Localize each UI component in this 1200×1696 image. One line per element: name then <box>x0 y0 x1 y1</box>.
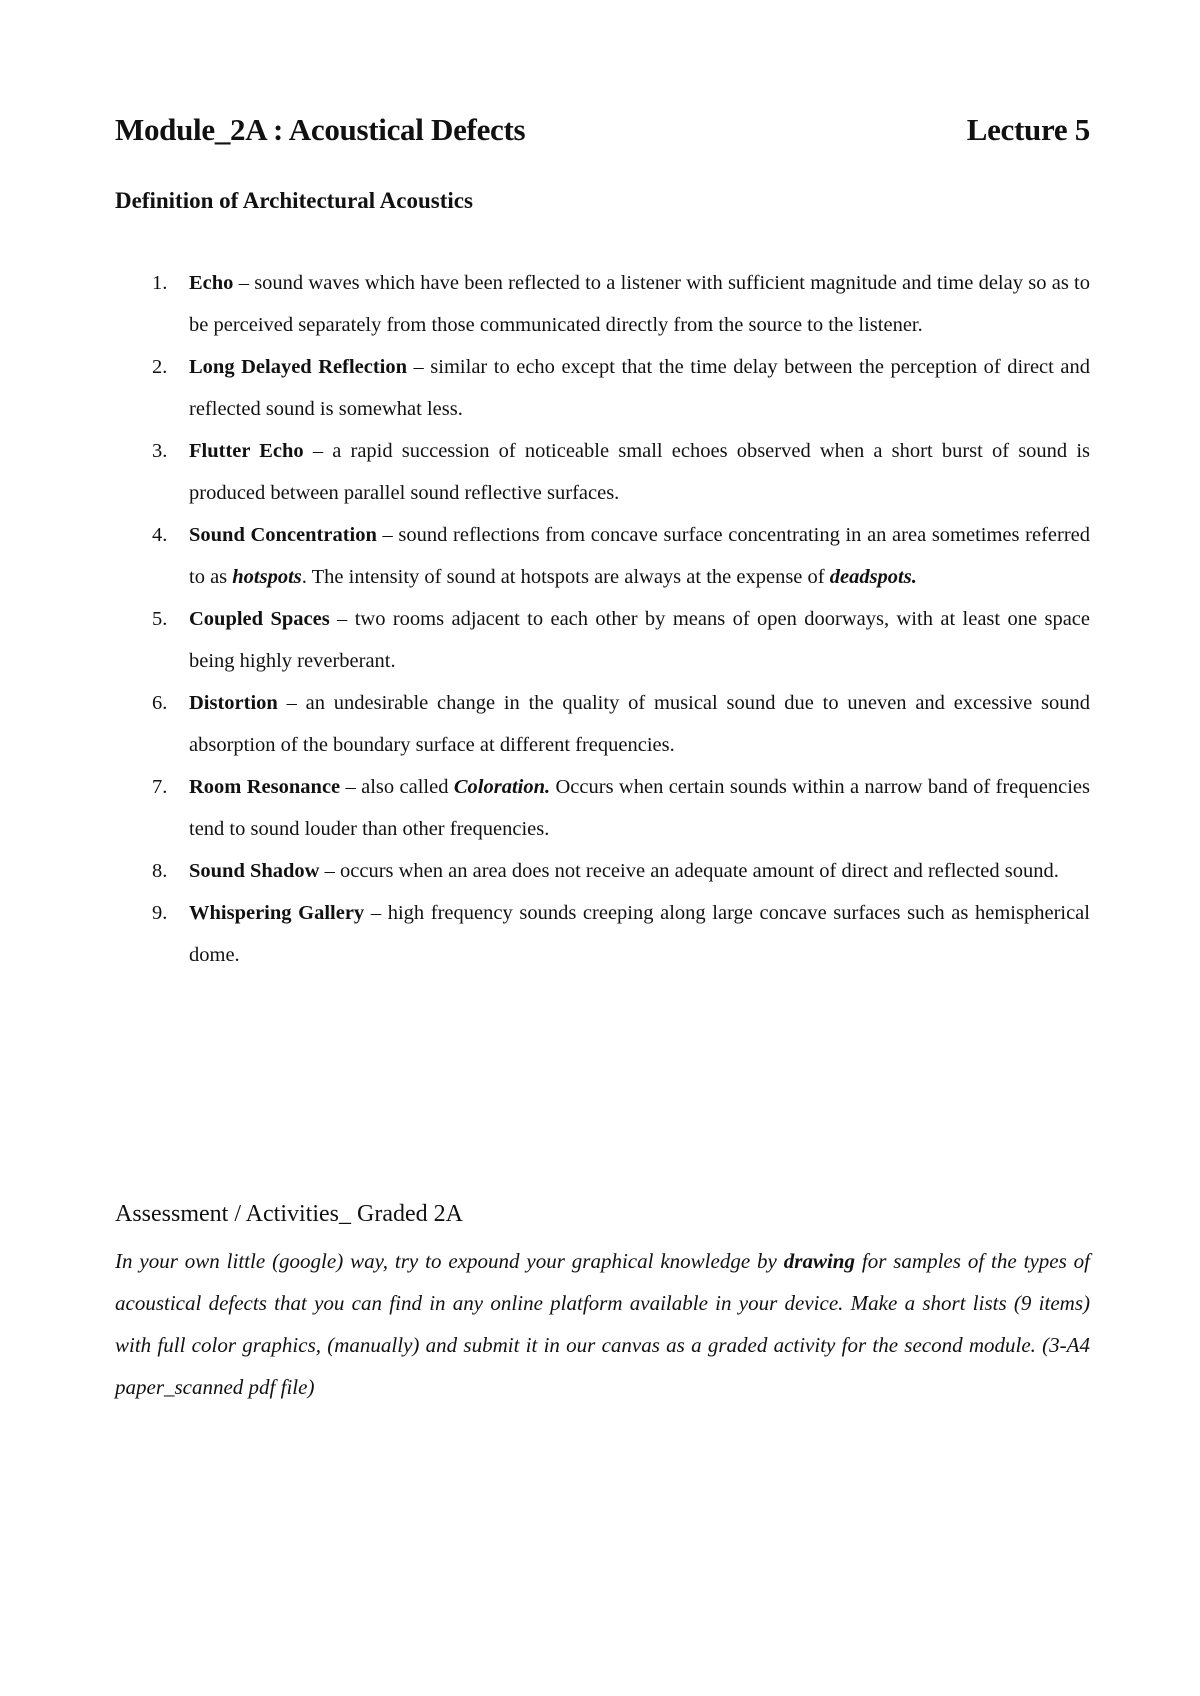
item-number: 5. <box>152 608 168 630</box>
item-number: 6. <box>152 692 168 714</box>
emphasis-deadspots: deadspots. <box>829 566 917 588</box>
item-number: 3. <box>152 440 168 462</box>
defect-description: – a rapid succession of noticeable small echoes observed when a short burst of sound is produced between parallel sound reflective surfaces. <box>189 440 1091 504</box>
list-item <box>115 514 1090 598</box>
definitions-list <box>115 262 1090 976</box>
item-number: 1. <box>152 272 168 294</box>
emphasis-coloration: Coloration. <box>453 776 551 798</box>
item-number: 4. <box>152 524 168 546</box>
defect-description-cont: Occurs when certain sounds within a narrow band of frequencies tend to sound louder than other frequencies. <box>189 776 1090 840</box>
assessment-title: Assessment / Activities_ Graded 2A <box>115 1201 463 1227</box>
defect-description: – sound reflections from concave surface concentrating in an area sometimes referred to as <box>189 524 1090 588</box>
defect-description-cont: . The intensity of sound at hotspots are always at the expense of <box>301 566 830 588</box>
defect-description: – similar to echo except that the time delay between the perception of direct and reflected sound is somewhat less. <box>189 356 1090 420</box>
defect-term: Coupled Spaces <box>189 608 330 630</box>
item-number: 9. <box>152 902 168 924</box>
module-title: Module_2A : Acoustical Defects <box>115 112 526 147</box>
assessment-text-after: for samples of the types of acoustical defects that you can find in any online platform available in your device. Make a short lists (9 items) with full color graphics, (manually) and submit it in our canvas as a graded activity for the second module. (3-A4 paper_scanned pdf file) <box>115 1249 1090 1399</box>
item-number: 8. <box>152 860 168 882</box>
defect-term: Whispering Gallery <box>189 902 365 924</box>
assessment-emphasis: drawing <box>783 1249 855 1273</box>
defect-description: – occurs when an area does not receive an adequate amount of direct and reflected sound. <box>319 860 1059 882</box>
defect-description: – two rooms adjacent to each other by means of open doorways, with at least one space being highly reverberant. <box>189 608 1090 672</box>
defect-description: – sound waves which have been reflected to a listener with sufficient magnitude and time delay so as to be perceived separately from those communicated directly from the source to the listener. <box>189 272 1090 336</box>
section-title: Definition of Architectural Acoustics <box>115 188 473 213</box>
list-item <box>115 892 1090 976</box>
list-item <box>115 682 1090 766</box>
item-number: 7. <box>152 776 168 798</box>
list-item <box>115 430 1090 514</box>
list-item <box>115 598 1090 682</box>
assessment-instructions <box>115 1240 1090 1408</box>
assessment-text-before: In your own little (google) way, try to expound your graphical knowledge by <box>115 1249 784 1273</box>
defect-term: Flutter Echo <box>189 440 304 462</box>
defect-term: Echo <box>189 272 234 294</box>
defect-term: Sound Shadow <box>189 860 320 882</box>
page-header <box>115 112 1090 148</box>
defect-description: – also called <box>340 776 454 798</box>
emphasis-hotspots: hotspots <box>232 566 302 588</box>
lecture-label: Lecture 5 <box>966 112 1090 147</box>
list-item <box>115 766 1090 850</box>
list-item <box>115 262 1090 346</box>
defect-description: – an undesirable change in the quality of musical sound due to uneven and excessive sound absorption of the boundary surface at different frequencies. <box>189 692 1090 756</box>
item-number: 2. <box>152 356 168 378</box>
defect-term: Long Delayed Reflection <box>189 356 408 378</box>
defect-term: Sound Concentration <box>189 524 377 546</box>
defect-term: Room Resonance <box>189 776 341 798</box>
defect-description: – high frequency sounds creeping along large concave surfaces such as hemispherical dome. <box>189 902 1090 966</box>
defect-term: Distortion <box>189 692 278 714</box>
list-item <box>115 346 1090 430</box>
list-item <box>115 850 1090 892</box>
